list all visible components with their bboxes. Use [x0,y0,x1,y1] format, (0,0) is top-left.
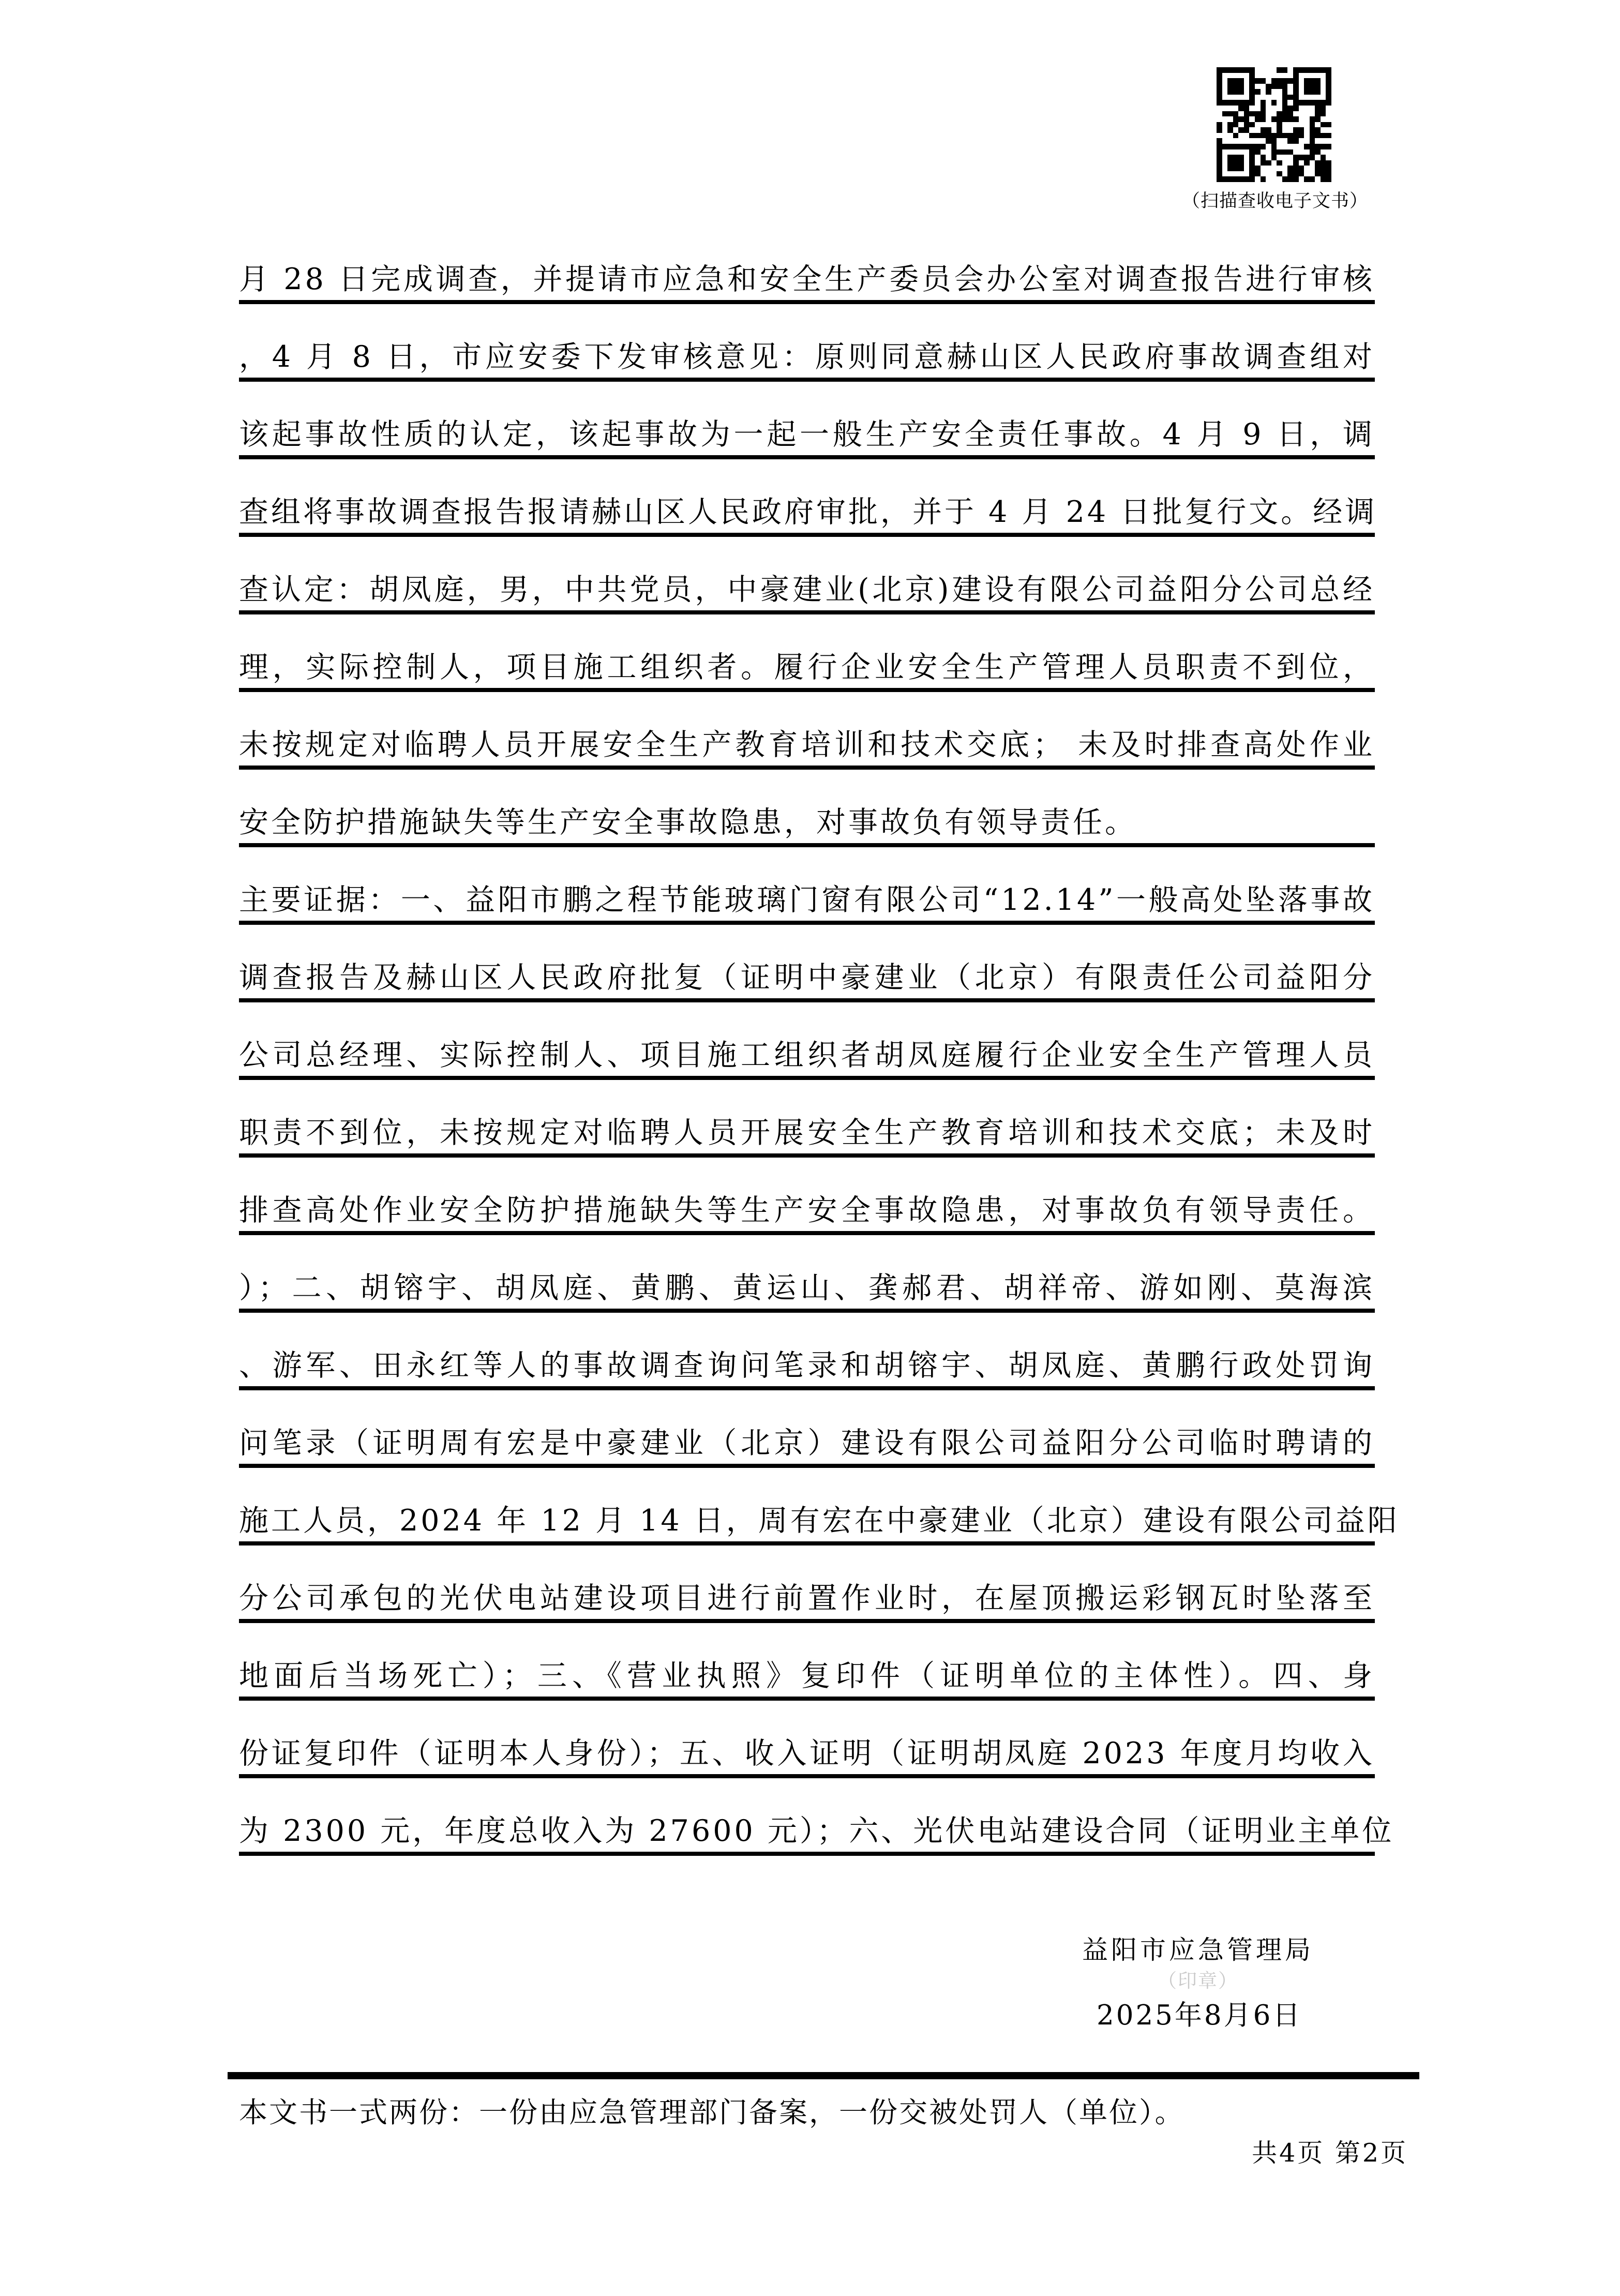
text-line-content: 该起事故性质的认定，该起事故为一起一般生产安全责任事故。4 月 9 日，调 [239,417,1375,452]
text-line [239,1235,1375,1313]
text-line [239,537,1375,614]
ruled-underline [239,1541,1375,1545]
ruled-underline [239,1697,1375,1701]
document-body [239,227,1400,1856]
text-line [239,925,1375,1002]
text-line [239,382,1375,459]
ruled-underline [239,455,1375,459]
ruled-underline [239,843,1375,847]
text-line-content: 理，实际控制人，项目施工组织者。履行企业安全生产管理人员职责不到位， [239,650,1375,685]
text-line [239,1778,1394,1856]
ruled-underline [239,1619,1375,1623]
qr-code [1217,67,1331,182]
ruled-underline [239,1231,1375,1235]
text-line-content: 查认定：胡凤庭，男，中共党员，中豪建业(北京)建设有限公司益阳分公司总经 [239,573,1375,607]
signature-organization: 益阳市应急管理局 [1082,1935,1314,1965]
ruled-underline [239,921,1375,925]
text-line-content: 施工人员，2024 年 12 月 14 日，周有宏在中豪建业（北京）建设有限公司益阳 [239,1504,1400,1538]
text-line-content: 安全防护措施缺失等生产安全事故隐患，对事故负有领导责任。 [239,805,1137,840]
text-line-content: 排查高处作业安全防护措施缺失等生产安全事故隐患，对事故负有领导责任。 [239,1193,1375,1228]
text-line [239,692,1375,770]
ruled-underline [239,378,1375,382]
page-indicator: 共4页 第2页 [1252,2138,1408,2168]
text-line [239,847,1375,925]
text-line [239,1080,1375,1158]
text-line [239,1158,1375,1235]
text-line-content: 主要证据：一、益阳市鹏之程节能玻璃门窗有限公司“12.14”一般高处坠落事故 [239,883,1375,918]
text-line-content: 为 2300 元，年度总收入为 27600 元）；六、光伏电站建设合同（证明业主单位 [239,1814,1394,1849]
ruled-underline [239,766,1375,770]
text-line [239,1390,1375,1468]
text-line [239,1545,1375,1623]
footer-divider [228,2072,1419,2079]
text-line-content: 公司总经理、实际控制人、项目施工组织者胡凤庭履行企业安全生产管理人员 [239,1038,1375,1073]
text-line-content: 份证复印件（证明本人身份）；五、收入证明（证明胡凤庭 2023 年度月均收入 [239,1736,1375,1771]
text-line [239,1313,1375,1390]
ruled-underline [239,1076,1375,1080]
seal-placeholder: （印章） [1158,1970,1238,1992]
text-line-content: 调查报告及赫山区人民政府批复（证明中豪建业（北京）有限责任公司益阳分 [239,961,1375,995]
text-line [239,1701,1375,1778]
text-line-content: 地面后当场死亡）；三、《营业执照》复印件（证明单位的主体性）。四、身 [239,1659,1375,1693]
text-line-content: ）；二、胡镕宇、胡凤庭、黄鹏、黄运山、龚郝君、胡祥帝、游如刚、莫海滨 [239,1271,1375,1305]
signature-date: 2025年8月6日 [1097,2000,1302,2031]
text-line-content: 问笔录（证明周有宏是中豪建业（北京）建设有限公司益阳分公司临时聘请的 [239,1426,1375,1461]
ruled-underline [239,300,1375,304]
text-line-content: 查组将事故调查报告报请赫山区人民政府审批，并于 4 月 24 日批复行文。经调 [239,495,1377,530]
ruled-underline [239,1774,1375,1778]
ruled-underline [239,1852,1375,1856]
text-line [239,459,1375,537]
ruled-underline [239,533,1375,537]
ruled-underline [239,1386,1375,1390]
text-line-content: 月 28 日完成调查，并提请市应急和安全生产委员会办公室对调查报告进行审核 [239,262,1375,297]
text-line-content: 未按规定对临聘人员开展安全生产教育培训和技术交底； 未及时排查高处作业 [239,728,1375,762]
text-line [239,227,1375,304]
text-line-content: 分公司承包的光伏电站建设项目进行前置作业时，在屋顶搬运彩钢瓦时坠落至 [239,1581,1375,1616]
ruled-underline [239,1309,1375,1313]
ruled-underline [239,1153,1375,1158]
qr-caption: （扫描查收电子文书） [1181,191,1368,212]
text-line-content: 职责不到位，未按规定对临聘人员开展安全生产教育培训和技术交底；未及时 [239,1116,1375,1150]
ruled-underline [239,688,1375,692]
text-line [239,614,1375,692]
ruled-underline [239,1464,1375,1468]
ruled-underline [239,998,1375,1002]
text-line [239,304,1375,382]
text-line [239,1468,1400,1545]
footer-note: 本文书一式两份：一份由应急管理部门备案，一份交被处罚人（单位）。 [239,2096,1185,2129]
text-line [239,1002,1375,1080]
ruled-underline [239,610,1375,614]
text-line-content: ，4 月 8 日，市应安委下发审核意见：原则同意赫山区人民政府事故调查组对 [239,340,1375,374]
text-line [239,1623,1375,1701]
text-line-content: 、游军、田永红等人的事故调查询问笔录和胡镕宇、胡凤庭、黄鹏行政处罚询 [239,1348,1375,1383]
text-line [239,770,1375,847]
